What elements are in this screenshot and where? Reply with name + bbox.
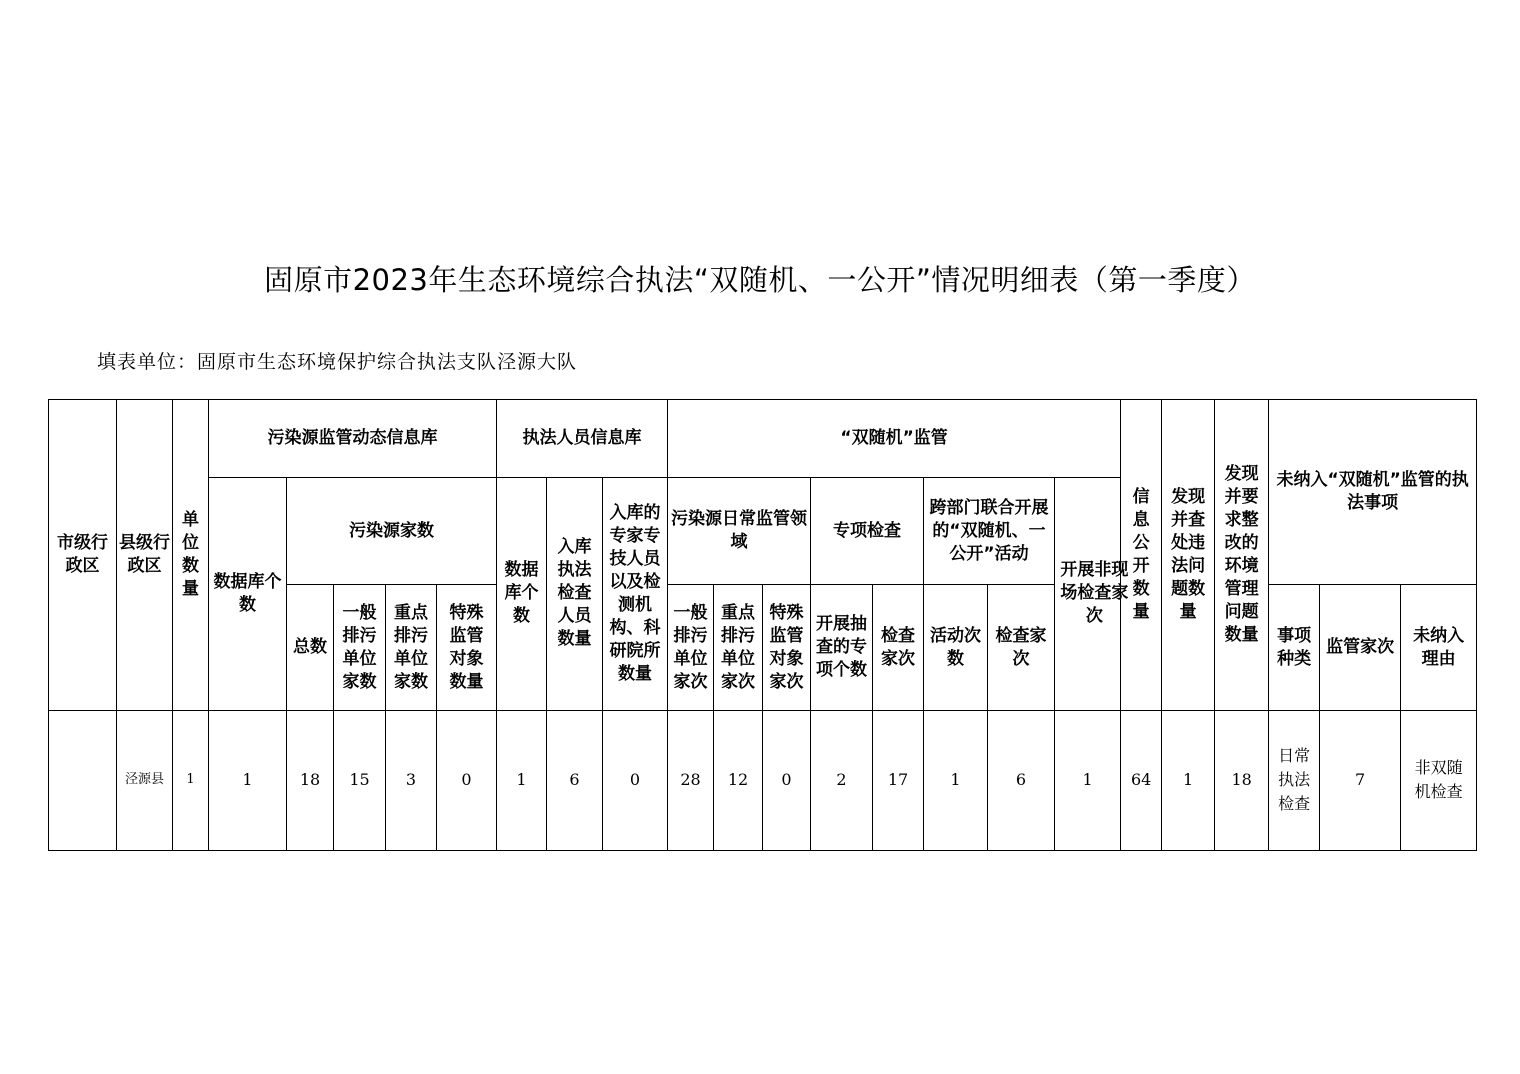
header-db-count: 数据库个数 bbox=[209, 478, 287, 711]
cell-key: 3 bbox=[386, 710, 437, 850]
cell-reason: 非双随机检查 bbox=[1401, 710, 1477, 850]
cell-city bbox=[49, 710, 117, 850]
cell-p-db-count: 1 bbox=[497, 710, 547, 850]
cell-info-public: 64 bbox=[1121, 710, 1162, 850]
header-special: 特殊监管对象数量 bbox=[437, 585, 497, 710]
cell-s-checks: 17 bbox=[873, 710, 924, 850]
cell-nonsite: 1 bbox=[1055, 710, 1121, 850]
header-s-checks: 检查家次 bbox=[873, 585, 924, 710]
header-p-inspectors: 入库执法检查人员数量 bbox=[547, 478, 603, 711]
cell-violations: 1 bbox=[1162, 710, 1215, 850]
cell-s-items: 2 bbox=[811, 710, 873, 850]
header-unit-count: 单位数量 bbox=[173, 400, 209, 711]
header-double-random: “双随机”监管 bbox=[668, 400, 1121, 478]
header-general: 一般排污单位家数 bbox=[334, 585, 386, 710]
cell-item-type: 日常执法检查 bbox=[1269, 710, 1320, 850]
header-c-checks: 检查家次 bbox=[988, 585, 1055, 710]
cell-general: 15 bbox=[334, 710, 386, 850]
cell-county: 泾源县 bbox=[117, 710, 173, 850]
header-supervised: 监管家次 bbox=[1320, 585, 1401, 710]
cell-d-general: 28 bbox=[668, 710, 714, 850]
header-key: 重点排污单位家数 bbox=[386, 585, 437, 710]
header-item-type: 事项种类 bbox=[1269, 585, 1320, 710]
header-cross-dept: 跨部门联合开展的“双随机、一公开”活动 bbox=[924, 478, 1055, 585]
cell-total: 18 bbox=[287, 710, 334, 850]
header-violations: 发现并查处违法问题数量 bbox=[1162, 400, 1215, 711]
cell-d-special: 0 bbox=[763, 710, 811, 850]
header-daily-domain: 污染源日常监管领域 bbox=[668, 478, 811, 585]
header-not-included: 未纳入“双随机”监管的执法事项 bbox=[1269, 400, 1477, 585]
header-d-general: 一般排污单位家次 bbox=[668, 585, 714, 710]
header-city: 市级行政区 bbox=[49, 400, 117, 711]
cell-c-activities: 1 bbox=[924, 710, 988, 850]
header-special-check: 专项检查 bbox=[811, 478, 924, 585]
header-info-public: 信息公开数量 bbox=[1121, 400, 1162, 711]
header-total: 总数 bbox=[287, 585, 334, 710]
header-reason: 未纳入理由 bbox=[1401, 585, 1477, 710]
header-p-experts: 入库的专家专技人员以及检测机构、科研院所数量 bbox=[603, 478, 668, 711]
cell-d-key: 12 bbox=[714, 710, 763, 850]
header-env-issues: 发现并要求整改的环境管理问题数量 bbox=[1215, 400, 1269, 711]
header-d-key: 重点排污单位家次 bbox=[714, 585, 763, 710]
cell-special: 0 bbox=[437, 710, 497, 850]
header-personnel-db: 执法人员信息库 bbox=[497, 400, 668, 478]
header-pollution-households: 污染源家数 bbox=[287, 478, 497, 585]
header-nonsite: 开展非现场检查家次 bbox=[1055, 478, 1121, 711]
cell-db-count: 1 bbox=[209, 710, 287, 850]
cell-p-experts: 0 bbox=[603, 710, 668, 850]
detail-table bbox=[48, 399, 1477, 851]
fill-unit: 填表单位：固原市生态环境保护综合执法支队泾源大队 bbox=[97, 351, 578, 373]
cell-env-issues: 18 bbox=[1215, 710, 1269, 850]
cell-c-checks: 6 bbox=[988, 710, 1055, 850]
header-p-db-count: 数据库个数 bbox=[497, 478, 547, 711]
table-row bbox=[49, 710, 1477, 850]
header-d-special: 特殊监管对象家次 bbox=[763, 585, 811, 710]
page-title: 固原市2023年生态环境综合执法“双随机、一公开”情况明细表（第一季度） bbox=[264, 263, 1256, 297]
cell-unit-count: 1 bbox=[173, 710, 209, 850]
header-county: 县级行政区 bbox=[117, 400, 173, 711]
cell-p-inspectors: 6 bbox=[547, 710, 603, 850]
header-pollution-db: 污染源监管动态信息库 bbox=[209, 400, 497, 478]
header-c-activities: 活动次数 bbox=[924, 585, 988, 710]
cell-supervised: 7 bbox=[1320, 710, 1401, 850]
header-s-items: 开展抽查的专项个数 bbox=[811, 585, 873, 710]
